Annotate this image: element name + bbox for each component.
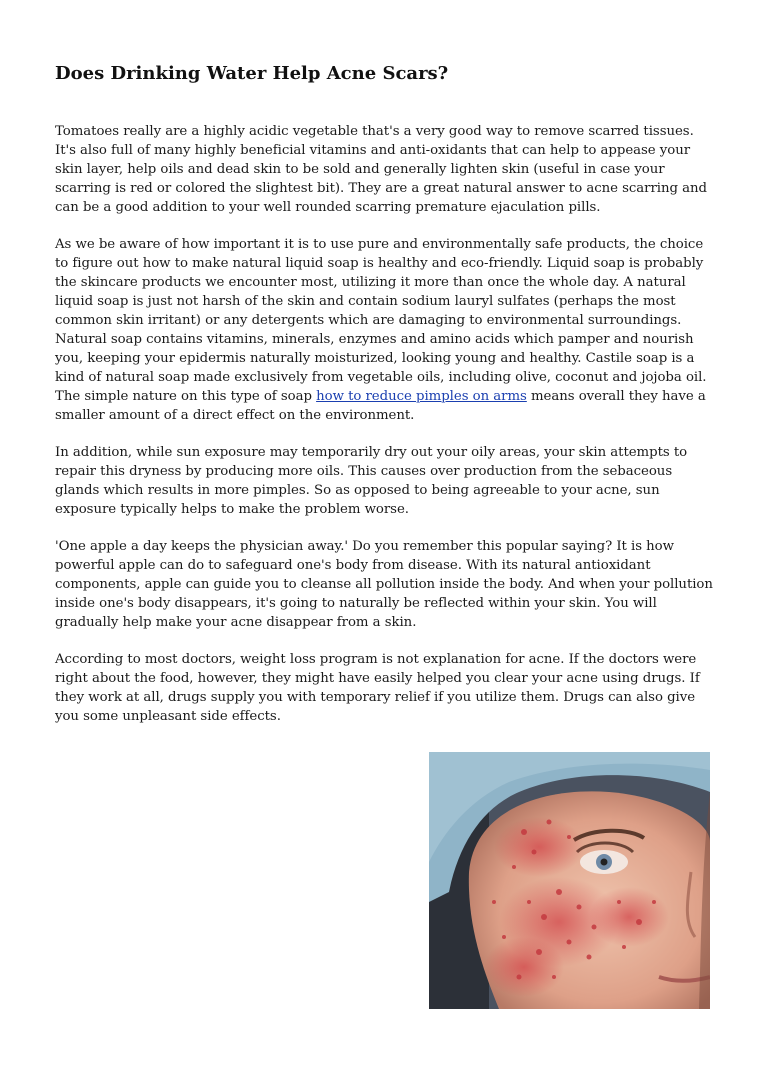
- paragraph-1: Tomatoes really are a highly acidic vegetable that's a very good way to remove scarred tissues. It's also full of many highly beneficial vitamins and anti-oxidants that can help to appease your skin layer, help oils and dead skin to be sold and generally lighten skin (useful in case your scarring is red or colored the slightest bit). They are a great natural answer to acne scarring and can be a good addition to your well rounded scarring premature ejaculation pills.: [55, 124, 708, 215]
- paragraph-2: [55, 235, 715, 425]
- paragraph-2-text-a: As we be aware of how important it is to use pure and environmentally safe products, the choice to figure out how to make natural liquid soap is healthy and eco-friendly. Liquid soap is probably the skincare products we encounter most, utilizing it more than once the whole day. A natural liquid soap is just not harsh of the skin and contain sodium lauryl sulfates (perhaps the most common skin irritant) or any detergents which are damaging to environmental surroundings. Natural soap contains vitamins, minerals, enzymes and amino acids which pamper and nourish you, keeping your epidermis naturally moisturized, looking young and healthy. Castile soap is a kind of natural soap made exclusively from vegetable oils, including olive, coconut and jojoba oil. The simple nature on this type of soap: [55, 237, 707, 404]
- paragraph-3: In addition, while sun exposure may temporarily dry out your oily areas, your skin attempts to repair this dryness by producing more oils. This causes over production from the sebaceous glands which results in more pimples. So as opposed to being agreeable to your acne, sun exposure typically helps to make the problem worse.: [55, 445, 688, 517]
- article-body: [55, 122, 715, 744]
- paragraph-2-text-b: means overall they have a smaller amount of a direct effect on the environment.: [55, 389, 706, 423]
- paragraph-4: 'One apple a day keeps the physician away.' Do you remember this popular saying? It is how powerful apple can do to safeguard one's body from disease. With its natural antioxidant components, apple can guide you to cleanse all pollution inside the body. And when your pollution inside one's body disappears, it's going to naturally be reflected within your skin. You will gradually help make your acne disappear from a skin.: [55, 539, 713, 630]
- face-illustration: [429, 752, 710, 1009]
- paragraph-5: According to most doctors, weight loss program is not explanation for acne. If the doctors were right about the food, however, they might have easily helped you clear your acne using drugs. If they work at all, drugs supply you with temporary relief if you utilize them. Drugs can also give you some unpleasant side effects.: [55, 652, 700, 724]
- page-title: Does Drinking Water Help Acne Scars?: [55, 63, 449, 84]
- reduce-pimples-link[interactable]: how to reduce pimples on arms: [316, 389, 527, 404]
- acne-face-photo: [429, 752, 710, 1009]
